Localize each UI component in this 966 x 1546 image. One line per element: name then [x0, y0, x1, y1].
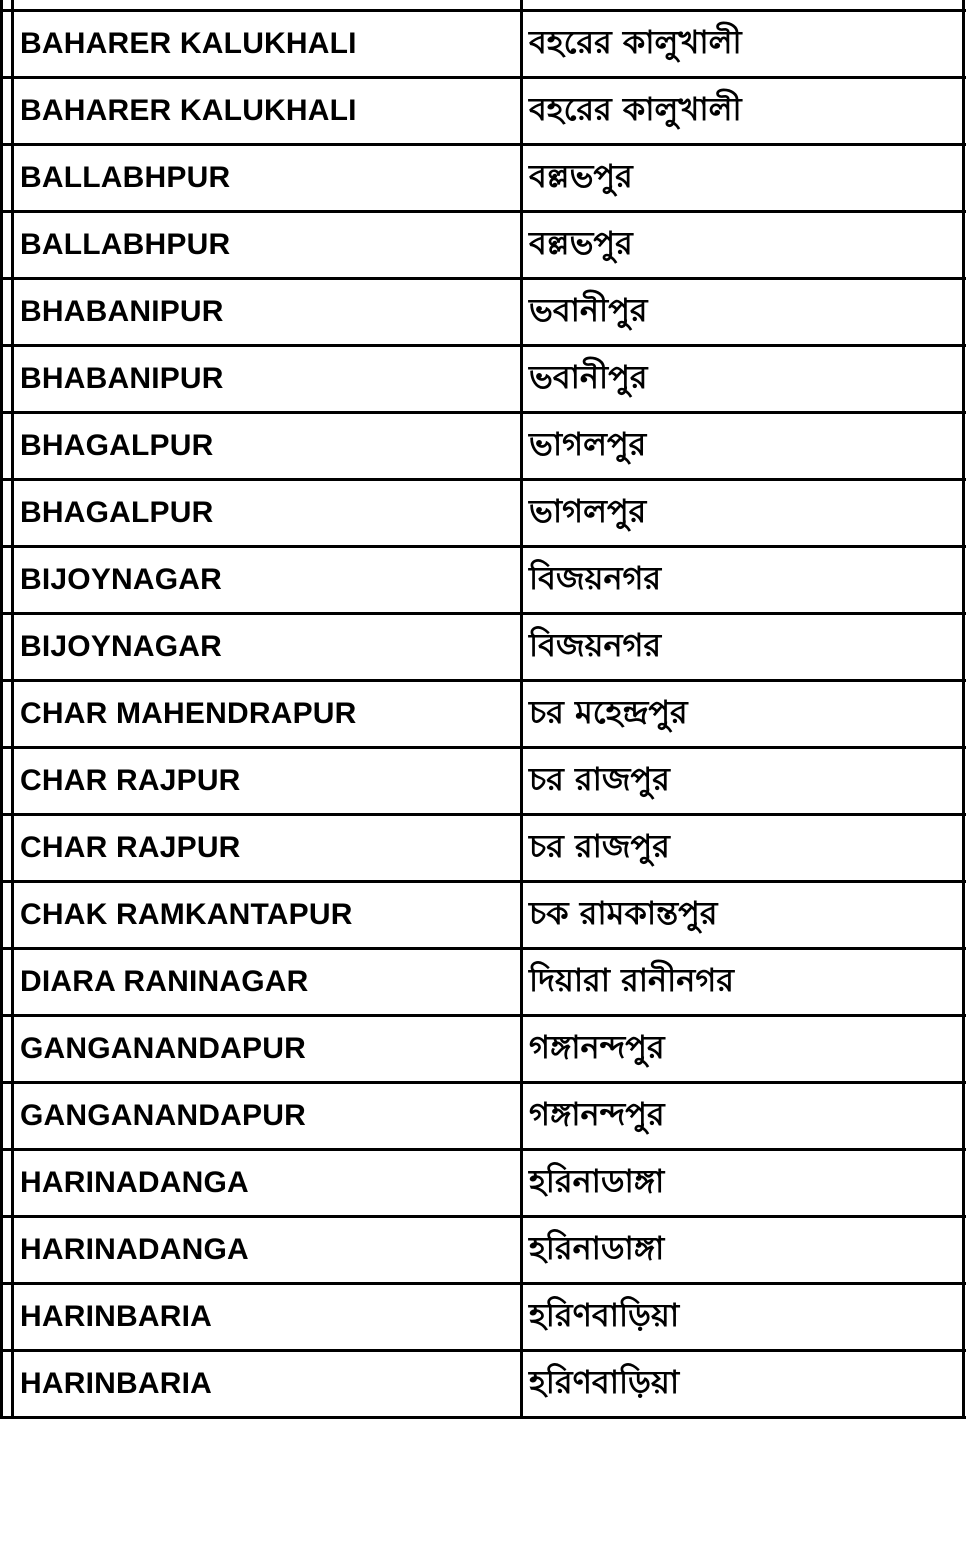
- table-row: [2, 1150, 966, 1217]
- index-cell[interactable]: [2, 748, 13, 815]
- index-cell[interactable]: [2, 1284, 13, 1351]
- index-cell[interactable]: [2, 11, 13, 78]
- bengali-name-cell[interactable]: ভবানীপুর: [522, 279, 964, 346]
- english-name-cell[interactable]: HARINADANGA: [13, 1150, 522, 1217]
- english-name-cell[interactable]: GANGANANDAPUR: [13, 1016, 522, 1083]
- english-name-cell[interactable]: BIJOYNAGAR: [13, 547, 522, 614]
- table-row: [2, 212, 966, 279]
- index-cell[interactable]: [2, 346, 13, 413]
- english-name-cell[interactable]: BALLABHPUR: [13, 212, 522, 279]
- table-row: [2, 413, 966, 480]
- bengali-name-cell[interactable]: ভাগলপুর: [522, 413, 964, 480]
- english-name-cell[interactable]: DIARA RANINAGAR: [13, 949, 522, 1016]
- index-cell[interactable]: [2, 681, 13, 748]
- english-name-cell[interactable]: HARINADANGA: [13, 1217, 522, 1284]
- bengali-name-cell[interactable]: চর রাজপুর: [522, 815, 964, 882]
- index-cell[interactable]: [2, 547, 13, 614]
- index-cell[interactable]: [2, 815, 13, 882]
- table-row: [2, 1351, 966, 1418]
- table-row: [2, 681, 966, 748]
- table-row: [2, 78, 966, 145]
- bengali-name-cell[interactable]: বহরের কালুখালী: [522, 78, 964, 145]
- table-row: [2, 346, 966, 413]
- table-body: [2, 0, 966, 1418]
- index-cell[interactable]: [2, 1150, 13, 1217]
- english-name-cell[interactable]: CHAR RAJPUR: [13, 748, 522, 815]
- table-row: [2, 614, 966, 681]
- bengali-name-cell[interactable]: ভাগলপুর: [522, 480, 964, 547]
- table-row: [2, 949, 966, 1016]
- english-name-cell[interactable]: CHAR RAJPUR: [13, 815, 522, 882]
- table-row: [2, 882, 966, 949]
- table-row: [2, 480, 966, 547]
- index-cell[interactable]: [2, 0, 13, 11]
- bengali-name-cell[interactable]: হরিণবাড়িয়া: [522, 1284, 964, 1351]
- index-cell[interactable]: [2, 1016, 13, 1083]
- table-row: [2, 11, 966, 78]
- index-cell[interactable]: [2, 413, 13, 480]
- bengali-name-cell[interactable]: হরিনাডাঙ্গা: [522, 1150, 964, 1217]
- bengali-name-cell[interactable]: বহরের কালুখালী: [522, 11, 964, 78]
- table-row: [2, 547, 966, 614]
- index-cell[interactable]: [2, 1083, 13, 1150]
- table-row: [2, 1016, 966, 1083]
- english-name-cell[interactable]: BHABANIPUR: [13, 279, 522, 346]
- index-cell[interactable]: [2, 480, 13, 547]
- english-name-cell[interactable]: CHAK RAMKANTAPUR: [13, 882, 522, 949]
- english-name-cell[interactable]: CHAR MAHENDRAPUR: [13, 681, 522, 748]
- bengali-name-cell[interactable]: দিয়ারা রানীনগর: [522, 949, 964, 1016]
- table-row: [2, 279, 966, 346]
- table-row: [2, 815, 966, 882]
- bengali-name-cell[interactable]: হরিনাডাঙ্গা: [522, 1217, 964, 1284]
- bengali-name-cell[interactable]: চক রামকান্তপুর: [522, 882, 964, 949]
- bengali-name-cell[interactable]: বল্লভপুর: [522, 145, 964, 212]
- bengali-name-cell[interactable]: গঙ্গানন্দপুর: [522, 1083, 964, 1150]
- english-name-cell[interactable]: BHAGALPUR: [13, 480, 522, 547]
- english-name-cell[interactable]: GANGANANDAPUR: [13, 1083, 522, 1150]
- index-cell[interactable]: [2, 212, 13, 279]
- table-row: [2, 1083, 966, 1150]
- index-cell[interactable]: [2, 78, 13, 145]
- index-cell[interactable]: [2, 949, 13, 1016]
- english-name-cell[interactable]: HARINBARIA: [13, 1284, 522, 1351]
- index-cell[interactable]: [2, 1217, 13, 1284]
- bengali-name-cell[interactable]: হরিণবাড়িয়া: [522, 1351, 964, 1418]
- bengali-name-cell[interactable]: ভবানীপুর: [522, 346, 964, 413]
- bengali-name-cell[interactable]: চর রাজপুর: [522, 748, 964, 815]
- bengali-name-cell[interactable]: চর মহেন্দ্রপুর: [522, 681, 964, 748]
- bengali-name-cell[interactable]: বিজয়নগর: [522, 547, 964, 614]
- bengali-name-cell[interactable]: [522, 0, 964, 11]
- index-cell[interactable]: [2, 145, 13, 212]
- bengali-name-cell[interactable]: বল্লভপুর: [522, 212, 964, 279]
- english-name-cell[interactable]: [13, 0, 522, 11]
- english-name-cell[interactable]: BAHARER KALUKHALI: [13, 11, 522, 78]
- english-name-cell[interactable]: HARINBARIA: [13, 1351, 522, 1418]
- bengali-name-cell[interactable]: গঙ্গানন্দপুর: [522, 1016, 964, 1083]
- table-row: [2, 0, 966, 11]
- index-cell[interactable]: [2, 279, 13, 346]
- english-name-cell[interactable]: BAHARER KALUKHALI: [13, 78, 522, 145]
- index-cell[interactable]: [2, 882, 13, 949]
- table-row: [2, 145, 966, 212]
- english-name-cell[interactable]: BIJOYNAGAR: [13, 614, 522, 681]
- english-name-cell[interactable]: BHAGALPUR: [13, 413, 522, 480]
- index-cell[interactable]: [2, 614, 13, 681]
- bengali-name-cell[interactable]: বিজয়নগর: [522, 614, 964, 681]
- english-name-cell[interactable]: BALLABHPUR: [13, 145, 522, 212]
- english-name-cell[interactable]: BHABANIPUR: [13, 346, 522, 413]
- table-row: [2, 1217, 966, 1284]
- table-row: [2, 748, 966, 815]
- table-row: [2, 1284, 966, 1351]
- index-cell[interactable]: [2, 1351, 13, 1418]
